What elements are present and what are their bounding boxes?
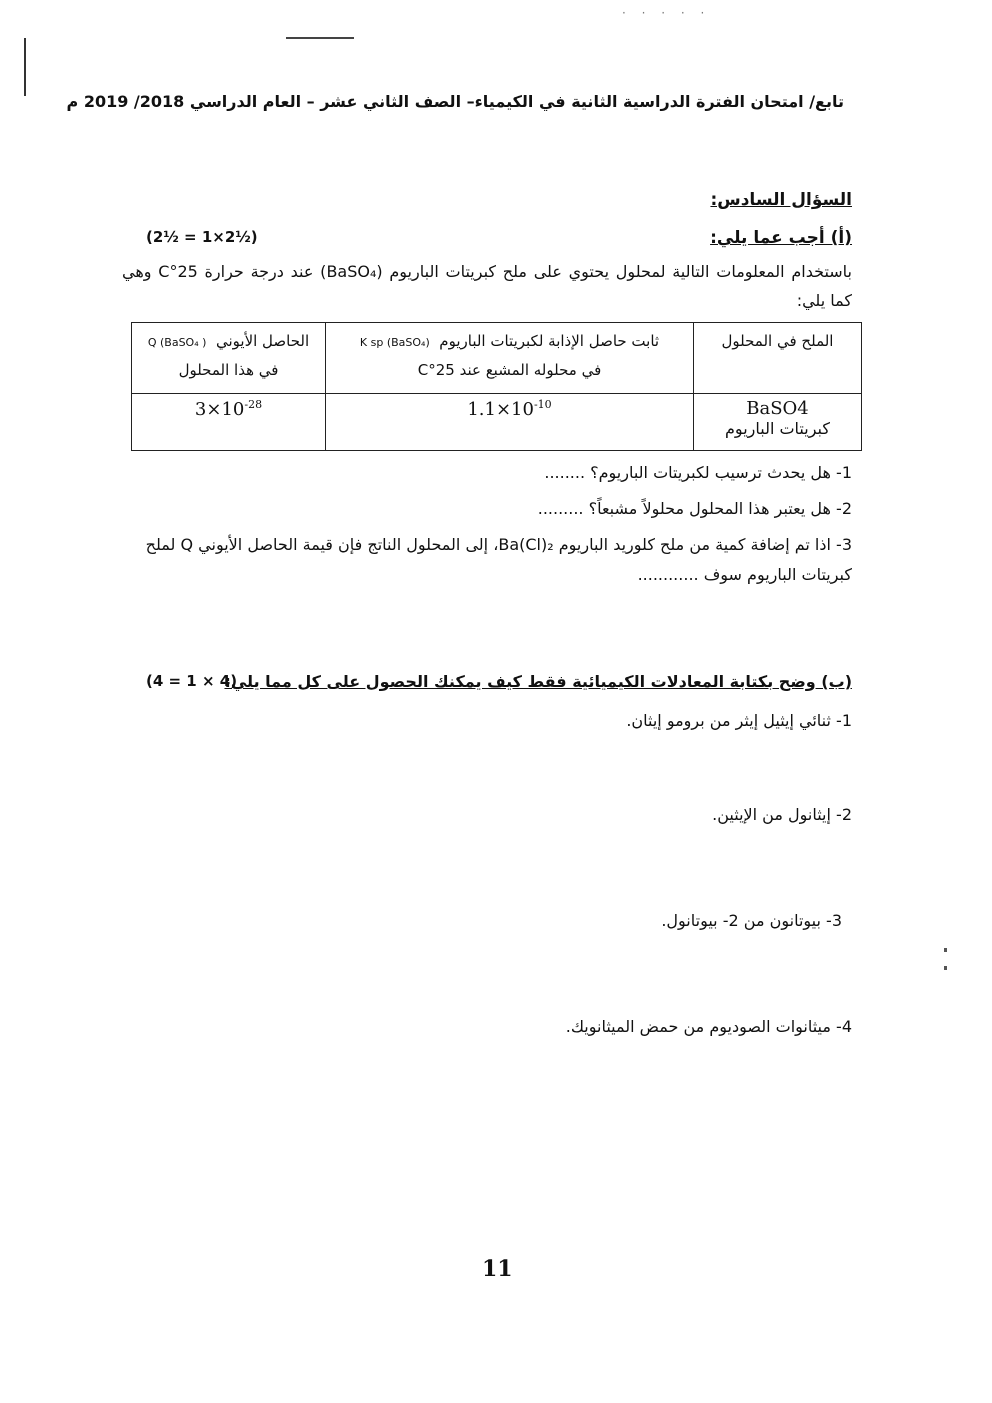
header-text: في محلوله المشبع عند 25°C — [417, 360, 602, 379]
ksp-symbol: K sp (BaSO₄) — [359, 336, 430, 349]
question-title: السؤال السادس: — [710, 190, 852, 210]
part-a-marks: (2½ = 1×2½) — [146, 228, 258, 246]
scan-artifact-dots: · · · · · — [622, 6, 711, 20]
q-symbol: Q (BaSO₄ ) — [147, 336, 207, 349]
scan-artifact-dot — [944, 948, 947, 952]
part-b-label: (ب) وضح بكتابة المعادلات الكيميائية فقط كيف يمكنك الحصول على كل مما يلي: — [224, 672, 852, 691]
scan-artifact-line — [24, 38, 26, 96]
scan-artifact-dot — [944, 966, 947, 970]
header-text: ثابت حاصل الإذابة لكبريتات الباريوم — [439, 332, 660, 350]
header-text: في هذا المحلول — [178, 360, 279, 379]
table-cell-q — [132, 394, 326, 451]
table-header-q — [132, 323, 326, 394]
scan-artifact-line — [286, 37, 354, 39]
part-a-item-1: 1- هل يحدث ترسيب لكبريتات الباريوم؟ ........ — [544, 463, 852, 482]
table-cell-salt — [694, 394, 862, 451]
ksp-value: 1.1×10 — [467, 399, 534, 420]
ksp-exponent: -10 — [533, 398, 552, 411]
part-a-intro: باستخدام المعلومات التالية لمحلول يحتوي على ملح كبريتات الباريوم (BaSO₄) عند درجة حرارة 25°C وهي كما يلي: — [122, 262, 853, 310]
part-a-item-2: 2- هل يعتبر هذا المحلول محلولاً مشبعاً؟ ......... — [537, 499, 852, 518]
q-value: 3×10 — [194, 399, 245, 420]
salt-formula: BaSO4 — [746, 398, 809, 419]
header-text: الملح في المحلول — [721, 332, 834, 350]
table-header-ksp — [326, 323, 694, 394]
salt-name: كبريتات الباريوم — [725, 419, 830, 438]
part-b-item-1: 1- ثنائي إيثيل إيثر من برومو إيثان. — [626, 711, 852, 730]
header-text: الحاصل الأيوني — [215, 332, 310, 350]
part-b-marks: (4 = 1 × 4) — [146, 672, 238, 690]
part-b-item-2: 2- إيثانول من الإيثين. — [712, 805, 852, 824]
part-b-item-4: 4- ميثانوات الصوديوم من حمض الميثانويك. — [565, 1017, 852, 1036]
page-header: تابع/ امتحان الفترة الدراسية الثانية في الكيمياء– الصف الثاني عشر – العام الدراسي 2018/ 2019 م — [66, 92, 844, 111]
q-exponent: -28 — [244, 398, 263, 411]
part-b-item-3: 3- بيوتانون من 2- بيوتانول. — [661, 911, 842, 930]
table-header-salt — [694, 323, 862, 394]
part-a-label: (أ) أجب عما يلي: — [710, 228, 852, 248]
data-table — [131, 322, 862, 451]
table-cell-ksp — [326, 394, 694, 451]
page-number: 11 — [482, 1256, 513, 1282]
part-a-item-3: 3- اذا تم إضافة كمية من ملح كلوريد الباريوم Ba(Cl)₂، إلى المحلول الناتج فإن قيمة الحاصل الأيوني Q لملح كبريتات الباريوم سوف ............ — [145, 535, 852, 585]
